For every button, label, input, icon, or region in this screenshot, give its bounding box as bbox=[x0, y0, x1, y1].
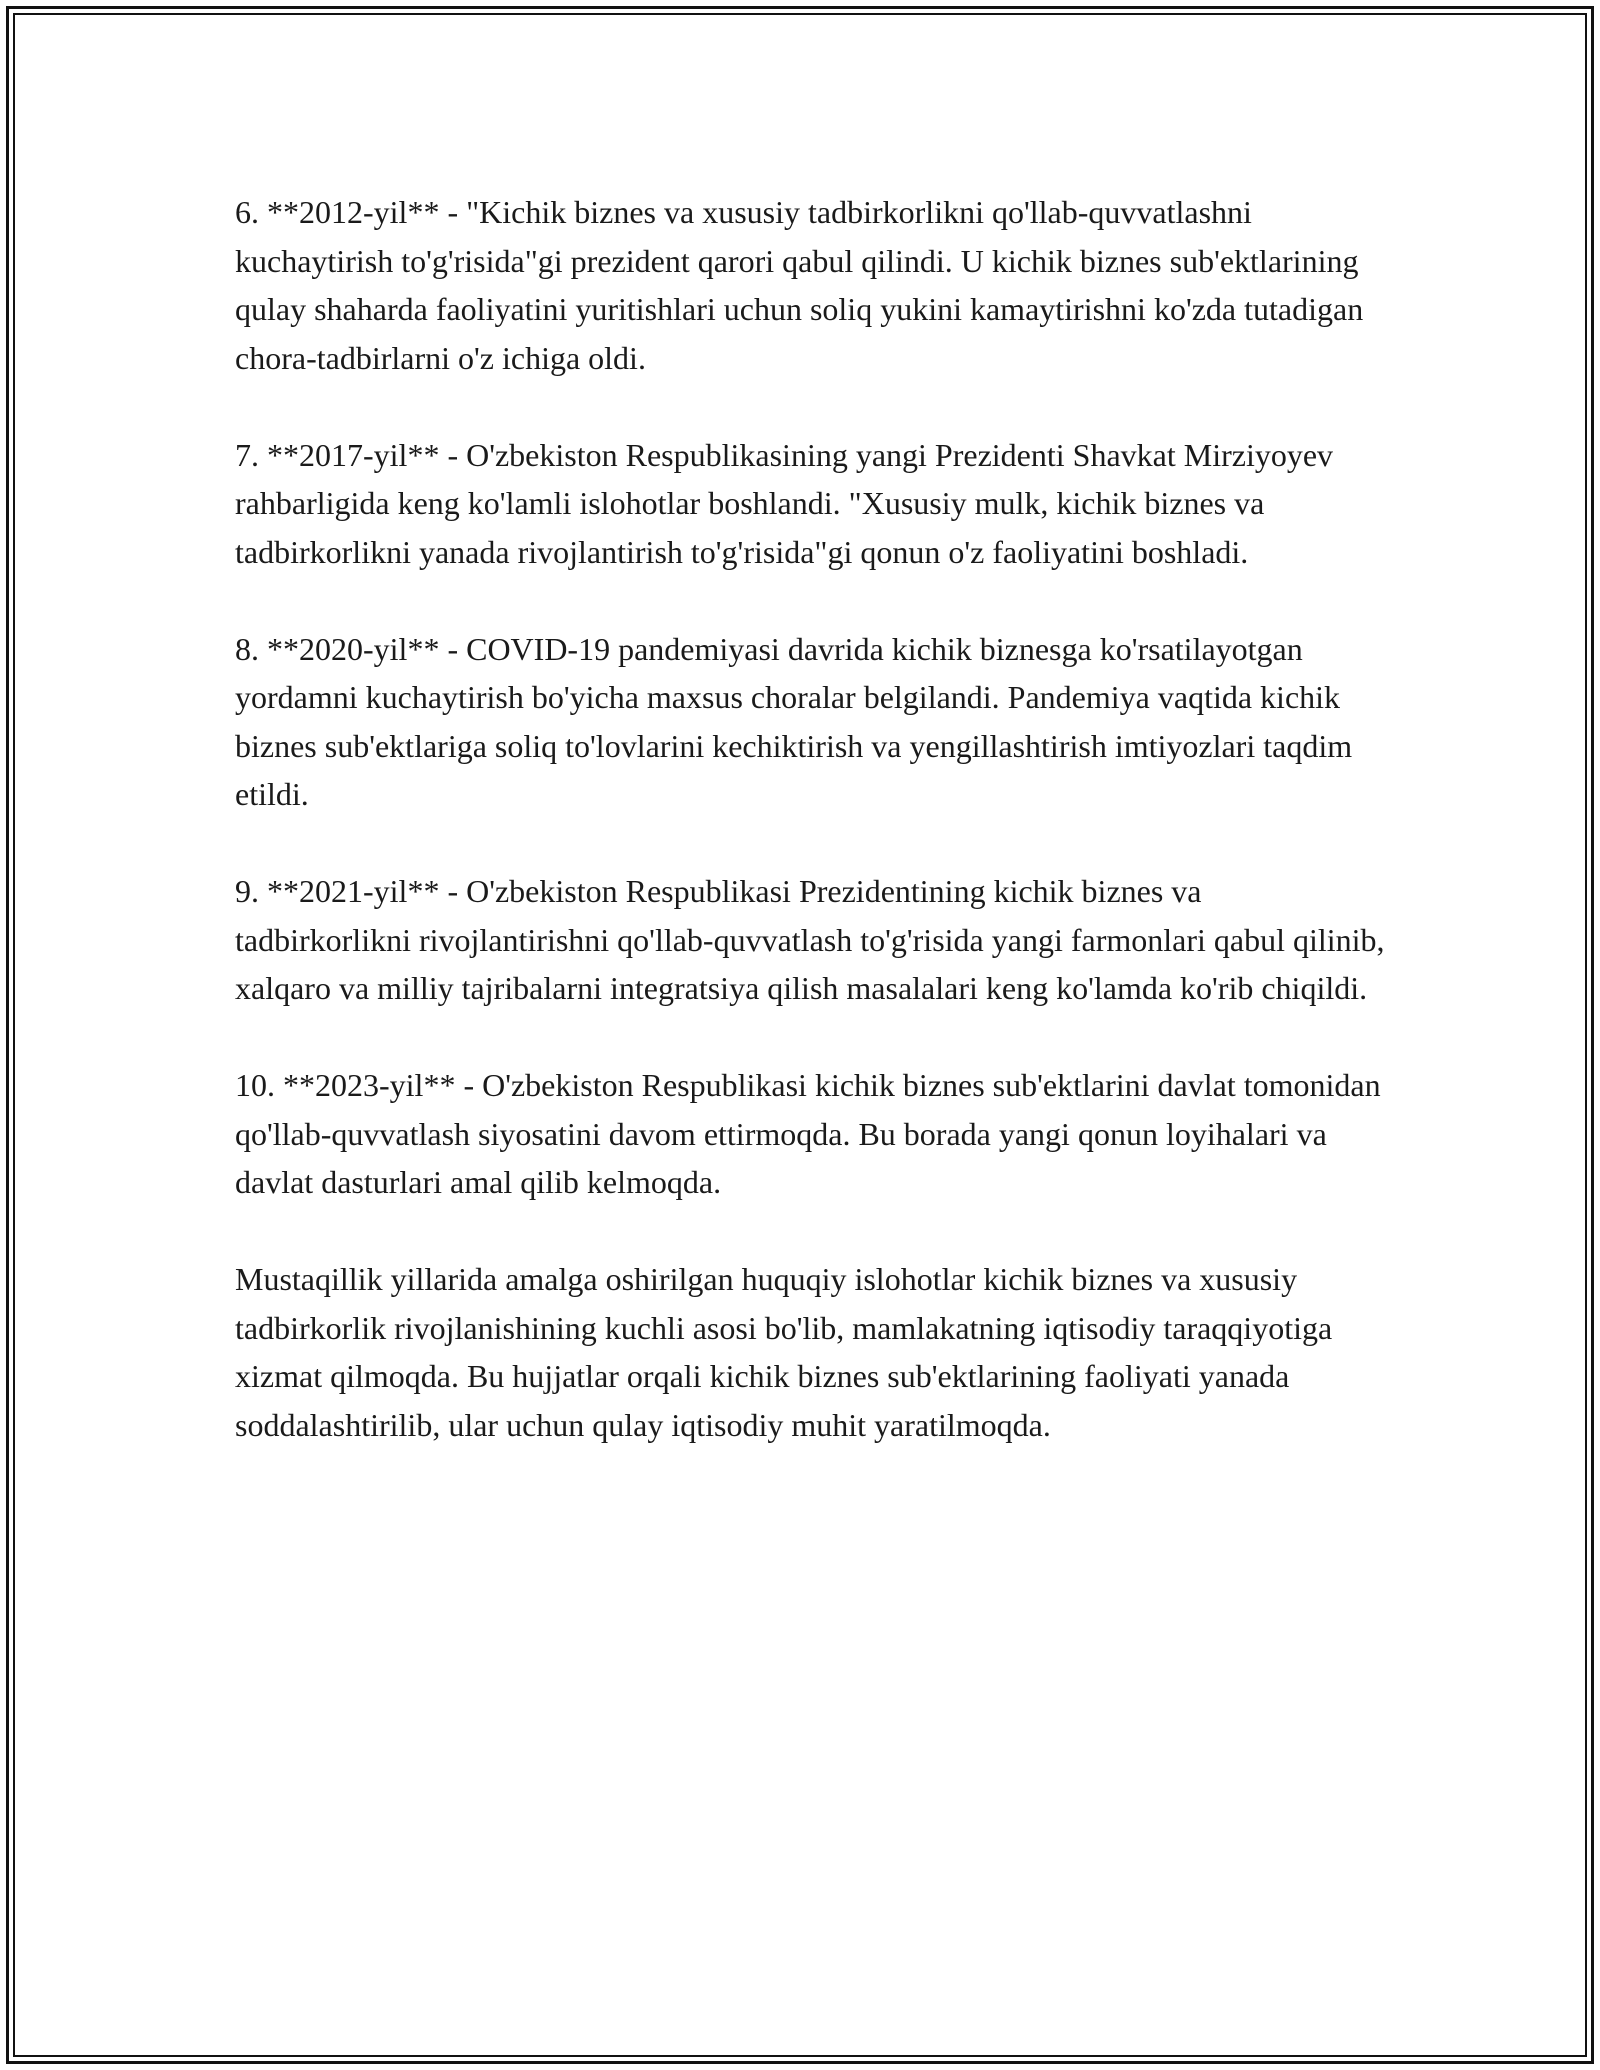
paragraph-2020: 8. **2020-yil** - COVID-19 pandemiyasi davrida kichik biznesga ko'rsatilayotgan yordamni kuchaytirish bo'yicha maxsus choralar belgilandi. Pandemiya vaqtida kichik biznes sub'ektlariga soliq to'lovlarini kechiktirish va yengillashtirish imtiyozlari taqdim etildi. bbox=[235, 630, 1353, 812]
paragraph-conclusion: Mustaqillik yillarida amalga oshirilgan huquqiy islohotlar kichik biznes va xususiy tadbirkorlik rivojlanishining kuchli asosi bo'lib, mamlakatning iqtisodiy taraqqiyotiga xizmat qilmoqda. Bu hujjatlar orqali kichik biznes sub'ektlarining faoliyati yanada soddalashtirilib, ular uchun qulay iqtisodiy muhit yaratilmoqda. bbox=[235, 1261, 1333, 1443]
paragraph-2021: 9. **2021-yil** - O'zbekiston Respublikasi Prezidentining kichik biznes va tadbirkorlikni rivojlantirishni qo'llab-quvvatlash to'g'risida yangi farmonlari qabul qilinib, xalqaro va milliy tajribalarni integratsiya qilish masalalari keng ko'lamda ko'rib chiqildi. bbox=[235, 873, 1385, 1006]
paragraph-2017: 7. **2017-yil** - O'zbekiston Respublikasining yangi Prezidenti Shavkat Mirziyoyev rahbarligida keng ko'lamli islohotlar boshlandi. "Xususiy mulk, kichik biznes va tadbirkorlikni yanada rivojlantirish to'g'risida"gi qonun o'z faoliyatini boshladi. bbox=[235, 436, 1334, 570]
paragraph-2012: 6. **2012-yil** - "Kichik biznes va xususiy tadbirkorlikni qo'llab-quvvatlashni kuchaytirish to'g'risida"gi prezident qarori qabul qilindi. U kichik biznes sub'ektlarining qulay shaharda faoliyatini yuritishlari uchun soliq yukini kamaytirishni ko'zda tutadigan chora-tadbirlarni o'z ichiga oldi. bbox=[235, 194, 1364, 376]
paragraph-2023: 10. **2023-yil** - O'zbekiston Respublikasi kichik biznes sub'ektlarini davlat tomonidan qo'llab-quvvatlash siyosatini davom ettirmoqda. Bu borada yangi qonun loyihalari va davlat dasturlari amal qilib kelmoqda. bbox=[235, 1067, 1381, 1200]
document-body bbox=[235, 188, 1385, 1498]
